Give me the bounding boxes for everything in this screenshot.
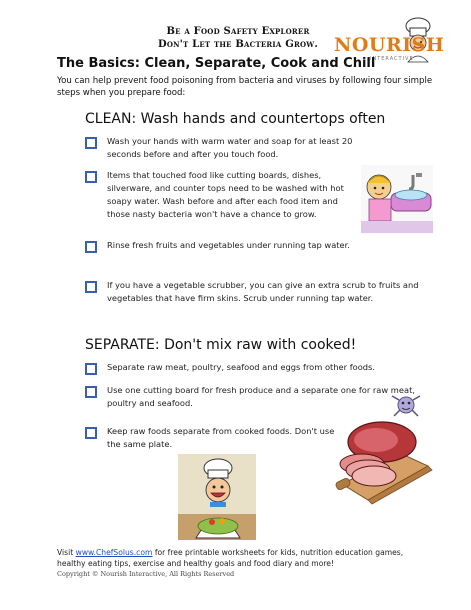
header-line-1: Be a Food Safety Explorer — [166, 26, 310, 37]
separate-item-1 — [85, 361, 415, 375]
footer-text — [57, 547, 427, 569]
separate-heading: SEPARATE: Don't mix raw with cooked! — [85, 337, 357, 353]
checkbox[interactable] — [85, 363, 97, 375]
checkbox[interactable] — [85, 386, 97, 398]
clean-item-text: Items that touched food like cutting boards, dishes, silverware, and counter tops need to be washed with hot soapy water. Wash before and after each food item and those nasty bacteria won't have a chance to grow. — [107, 170, 344, 219]
clean-item-text: If you have a vegetable scrubber, you can give an extra scrub to fruits and vegetables that have firm skins. Scrub under running tap water. — [107, 280, 419, 303]
checkbox[interactable] — [85, 427, 97, 439]
handwashing-illustration — [361, 165, 433, 233]
separate-item-2 — [85, 384, 415, 410]
clean-item-text: Rinse fresh fruits and vegetables under running tap water. — [107, 240, 350, 250]
clean-item-2 — [85, 169, 355, 221]
clean-item-text: Wash your hands with warm water and soap for at least 20 seconds before and after you touch food. — [107, 136, 353, 159]
checkbox[interactable] — [85, 171, 97, 183]
footer-visit: Visit — [57, 548, 76, 557]
chef-illustration — [178, 454, 256, 540]
clean-item-4 — [85, 279, 425, 305]
checkbox[interactable] — [85, 241, 97, 253]
checkbox[interactable] — [85, 137, 97, 149]
separate-item-text: Keep raw foods separate from cooked foods. Don't use the same plate. — [107, 426, 335, 449]
separate-item-text: Use one cutting board for fresh produce and a separate one for raw meat, poultry and seafood. — [107, 385, 415, 408]
meat-cutting-board-illustration — [332, 414, 434, 506]
chefsolus-link[interactable]: www.ChefSolus.com — [75, 548, 153, 557]
copyright-text: Copyright © Nourish Interactive, All Rights Reserved — [57, 570, 235, 578]
worksheet-header — [128, 25, 348, 51]
header-line-2: Don't Let the Bacteria Grow. — [157, 39, 319, 50]
intro-text: You can help prevent food poisoning from bacteria and viruses by following four simple steps when you prepare food: — [57, 76, 433, 98]
logo-text: NOURISH — [334, 34, 445, 56]
clean-heading: CLEAN: Wash hands and countertops often — [85, 111, 386, 127]
logo-subtext: INTERACTIVE — [370, 56, 414, 62]
footer-rest: for free printable worksheets for kids, nutrition education games, healthy eating tips, exercise and healthy goals and food diary and more! — [57, 548, 404, 568]
checkbox[interactable] — [85, 281, 97, 293]
separate-item-3 — [85, 425, 335, 451]
clean-item-1 — [85, 135, 375, 161]
separate-item-text: Separate raw meat, poultry, seafood and eggs from other foods. — [107, 362, 376, 372]
clean-item-3 — [85, 239, 375, 253]
page-title: The Basics: Clean, Separate, Cook and Chill — [57, 56, 376, 71]
